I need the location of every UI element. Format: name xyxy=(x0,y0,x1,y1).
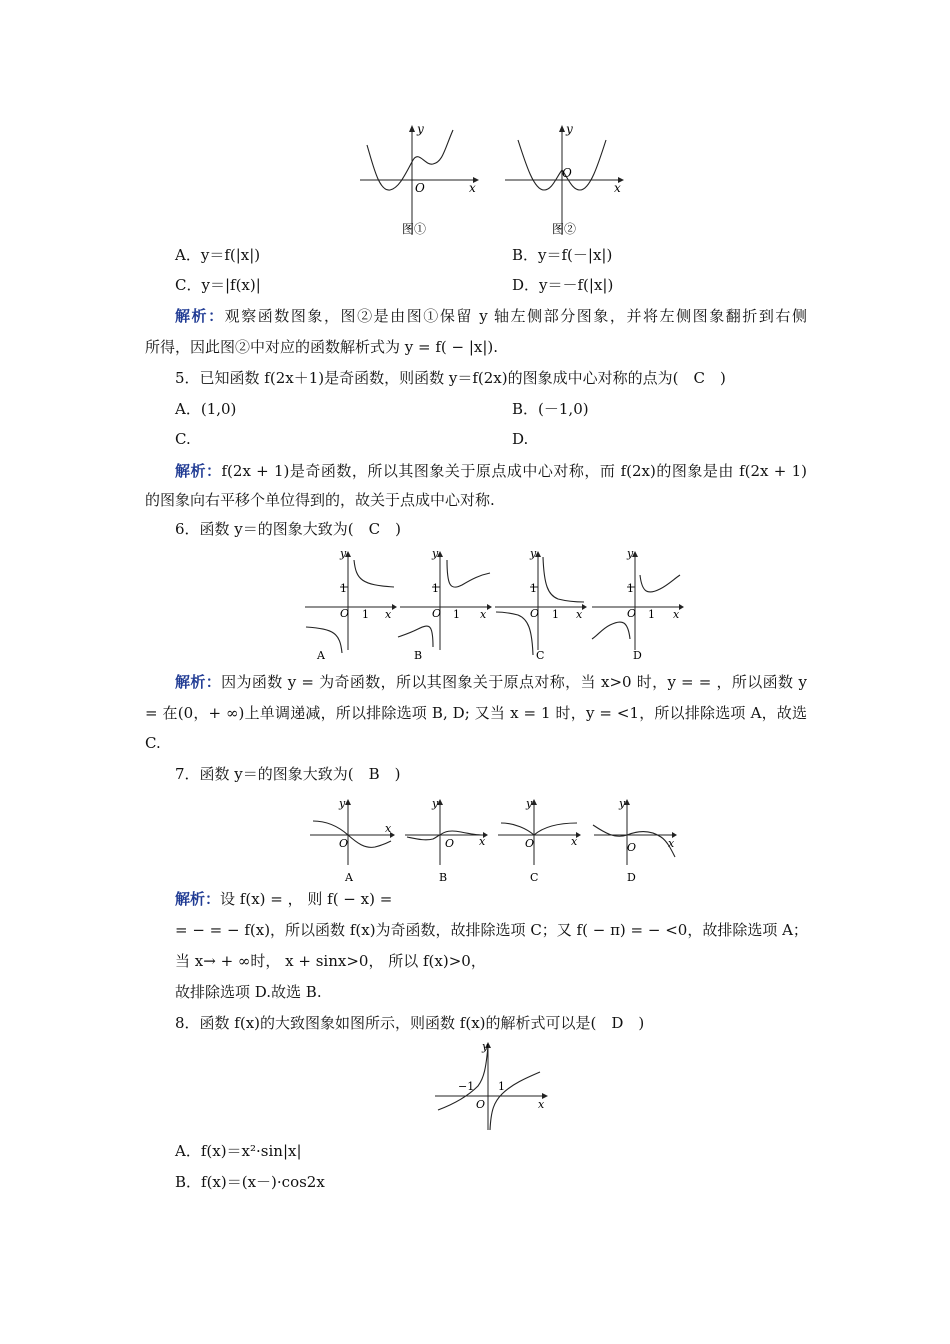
q7-graphs xyxy=(305,795,690,885)
q4-fig1-y-label: y xyxy=(417,122,424,136)
q4-analysis-line-1: 解析：观察函数图象，图②是由图①保留 y 轴左侧部分图象，并将左侧图象翻折到右侧 xyxy=(175,307,807,325)
svg-text:x: x xyxy=(385,608,392,621)
q4-option-d: D．y＝－f(|x|) xyxy=(512,276,614,294)
q4-figure-2 xyxy=(500,120,630,240)
svg-text:x: x xyxy=(673,608,680,621)
q6-label-b: B xyxy=(414,649,423,662)
svg-text:O: O xyxy=(525,837,535,850)
svg-text:A: A xyxy=(345,871,353,884)
q6-analysis-line-3: C. xyxy=(145,734,161,752)
svg-text:1: 1 xyxy=(453,608,460,621)
q4-fig2-origin: O xyxy=(562,166,572,180)
svg-text:O: O xyxy=(339,837,349,850)
svg-text:y: y xyxy=(339,797,346,810)
svg-text:y: y xyxy=(627,547,634,560)
svg-text:O: O xyxy=(627,841,637,854)
svg-text:O: O xyxy=(627,607,637,620)
q5-analysis-line-2: 的图象向右平移个单位得到的，故关于点成中心对称. xyxy=(145,491,495,509)
q4-fig1-origin: O xyxy=(415,181,425,195)
q8-graph xyxy=(430,1038,560,1133)
svg-text:C: C xyxy=(530,871,539,884)
q5-stem: 5．已知函数 f(2x＋1)是奇函数，则函数 y＝f(2x)的图象成中心对称的点为( C ) xyxy=(175,369,726,387)
svg-text:x: x xyxy=(668,837,675,850)
q6-analysis-line-2: = 在(0，+ ∞)上单调递减，所以排除选项 B, D; 又当 x = 1 时，y = <1，所以排除选项 A，故选 xyxy=(145,704,807,722)
q6-graph-d xyxy=(592,547,684,662)
q4-fig2-y-label: y xyxy=(566,122,573,136)
q5-option-c: C. xyxy=(175,430,191,448)
svg-text:y: y xyxy=(482,1040,489,1053)
svg-text:y: y xyxy=(526,797,533,810)
q6-graphs xyxy=(300,545,690,663)
svg-text:y: y xyxy=(619,797,626,810)
q7-graph-b xyxy=(405,797,488,884)
svg-text:O: O xyxy=(476,1098,486,1111)
q5-option-d: D. xyxy=(512,430,529,448)
svg-text:1: 1 xyxy=(648,608,655,621)
q7-analysis-line-4: 故排除选项 D.故选 B. xyxy=(175,983,322,1001)
q4-fig1-caption: 图① xyxy=(402,222,427,236)
q8-option-a: A．f(x)＝x²·sin|x| xyxy=(175,1142,302,1160)
svg-text:O: O xyxy=(432,607,442,620)
svg-text:x: x xyxy=(571,835,578,848)
q4-analysis-line-2: 所得，因此图②中对应的函数解析式为 y = f( − |x|). xyxy=(145,338,499,356)
svg-text:y: y xyxy=(432,547,439,560)
svg-text:1: 1 xyxy=(432,582,439,595)
q7-analysis-line-1: 解析：设 f(x) = ， 则 f( − x) = xyxy=(175,890,393,908)
q6-graph-b xyxy=(398,547,492,662)
svg-text:x: x xyxy=(576,608,583,621)
q6-label-c: C xyxy=(536,649,545,662)
q4-figure-1 xyxy=(355,120,485,240)
svg-text:y: y xyxy=(340,547,347,560)
q4-option-a: A．y＝f(|x|) xyxy=(175,246,261,264)
svg-text:x: x xyxy=(480,608,487,621)
q4-option-c: C．y＝|f(x)| xyxy=(175,276,261,294)
svg-text:y: y xyxy=(530,547,537,560)
svg-text:x: x xyxy=(538,1098,545,1111)
q8-option-b: B．f(x)＝(x－)·cos2x xyxy=(175,1173,325,1191)
q7-analysis-line-2: = − = − f(x)，所以函数 f(x)为奇函数，故排除选项 C；又 f( − π) = − <0，故排除选项 A； xyxy=(175,921,808,939)
q4-fig1-x-label: x xyxy=(469,181,476,195)
svg-text:O: O xyxy=(340,607,350,620)
q6-graph-a xyxy=(305,547,397,662)
svg-text:B: B xyxy=(439,871,448,884)
svg-text:O: O xyxy=(530,607,540,620)
svg-text:1: 1 xyxy=(627,582,634,595)
q6-graph-c xyxy=(495,547,587,662)
q7-graph-a xyxy=(310,797,395,884)
svg-text:y: y xyxy=(432,797,439,810)
svg-text:x: x xyxy=(385,822,392,835)
q7-analysis-line-3: 当 x→ + ∞时， x + sinx>0， 所以 f(x)>0， xyxy=(175,952,486,970)
svg-text:1: 1 xyxy=(530,582,537,595)
q6-label-d: D xyxy=(633,649,642,662)
q6-analysis-line-1: 解析：因为函数 y = 为奇函数，所以其图象关于原点对称，当 x>0 时，y = = ，所以函数 y xyxy=(175,673,807,691)
q6-label-a: A xyxy=(317,649,325,662)
q4-fig2-x-label: x xyxy=(614,181,621,195)
svg-text:O: O xyxy=(445,837,455,850)
q7-graph-d xyxy=(593,797,677,884)
q5-option-b: B．(－1,0) xyxy=(512,400,589,418)
q5-option-a: A．(1,0) xyxy=(175,400,237,418)
q8-tick-1: 1 xyxy=(498,1080,505,1093)
svg-text:D: D xyxy=(627,871,636,884)
q7-stem: 7．函数 y＝的图象大致为( B ) xyxy=(175,765,401,783)
q8-stem: 8．函数 f(x)的大致图象如图所示，则函数 f(x)的解析式可以是( D ) xyxy=(175,1014,645,1032)
q6-stem: 6．函数 y＝的图象大致为( C ) xyxy=(175,520,401,538)
svg-text:1: 1 xyxy=(340,582,347,595)
q4-option-b: B．y＝f(－|x|) xyxy=(512,246,613,264)
svg-text:1: 1 xyxy=(362,608,369,621)
q7-graph-c xyxy=(498,797,581,884)
q5-analysis-line-1: 解析：f(2x + 1)是奇函数，所以其图象关于原点成中心对称，而 f(2x)的图象是由 f(2x + 1) xyxy=(175,462,807,480)
q8-tick-neg1: −1 xyxy=(458,1080,475,1093)
svg-text:1: 1 xyxy=(552,608,559,621)
q4-fig2-caption: 图② xyxy=(552,222,577,236)
svg-text:x: x xyxy=(479,835,486,848)
